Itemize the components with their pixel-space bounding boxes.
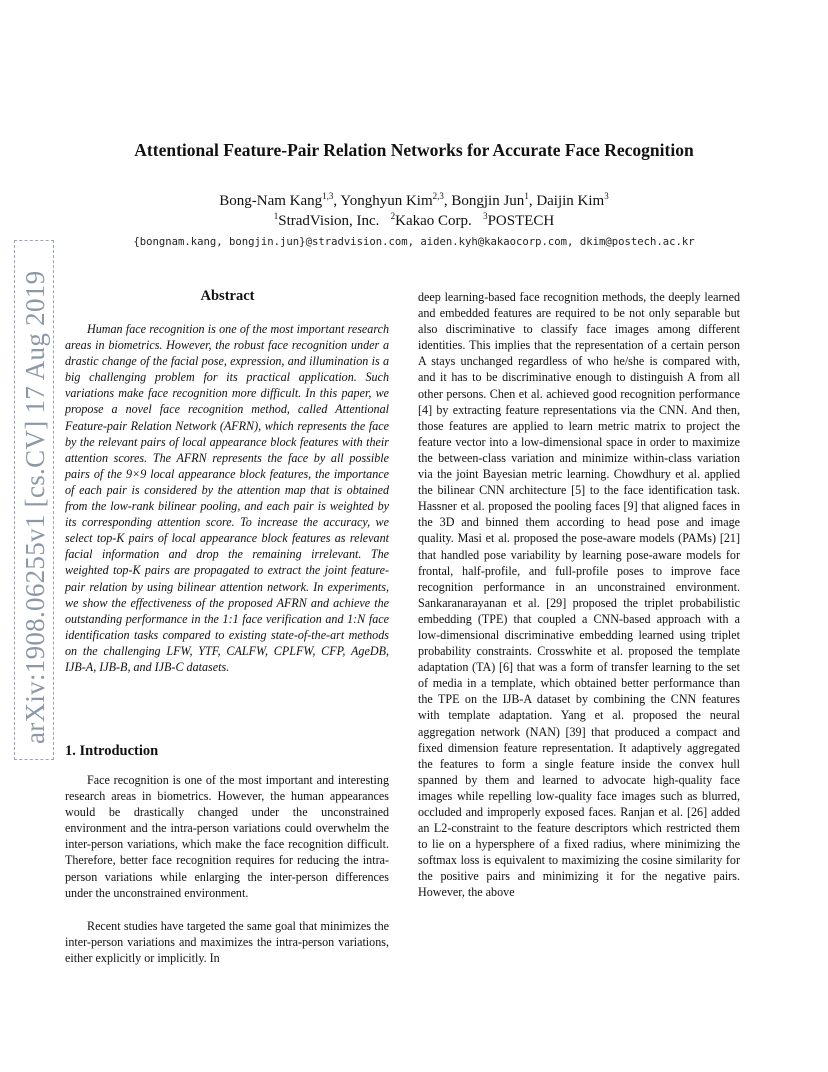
author-name: Daijin Kim: [536, 193, 605, 209]
paper-title: Attentional Feature-Pair Relation Networks for Accurate Face Recognition: [134, 140, 694, 160]
author-emails: {bongnam.kang, bongjin.jun}@stradvision.com, aiden.kyh@kakaocorp.com, dkim@postech.ac.kr: [133, 236, 695, 248]
affil-mark: 2: [390, 211, 396, 221]
affil-mark: 3: [483, 211, 488, 221]
intro-paragraph: Recent studies have targeted the same goal that minimizes the inter-person variations and maximizes the intra-person variations, either explicitly or implicitly. In: [65, 919, 389, 966]
author-name: Bong-Nam Kang: [219, 193, 323, 209]
affiliation-name: POSTECH: [487, 213, 555, 229]
abstract-body: Human face recognition is one of the most important research areas in biometrics. However, the robust face recognition under a drastic change of the facial pose, expression, and illumination is a big challenging problem for its practical application. Such variations make face recognition more difficult. In this paper, we propose a novel face recognition method, called Attentional Feature-pair Relation Network (AFRN), which represents the face by the relevant pairs of local appearance block features with their attention scores. The AFRN represents the face by all possible pairs of the 9×9 local appearance block features, the importance of each pair is considered by the attention map that is obtained from the low-rank bilinear pooling, and each pair is weighted by its corresponding attention score. To increase the accuracy, we select top-K pairs of local appearance block features as relevant facial information and drop the remaining irrelevant. The weighted top-K pairs are propagated to extract the joint feature-pair relation by using bilinear attention network. In experiments, we show the effectiveness of the proposed AFRN and achieve the outstanding performance in the 1:1 face verification and 1:N face identification tasks compared to existing state-of-the-art methods on the challenging LFW, YTF, CALFW, CPLFW, CFP, AgeDB, IJB-A, IJB-B, and IJB-C datasets.: [65, 322, 389, 674]
author-affil-mark: 1: [524, 191, 529, 201]
affiliation-name: StradVision, Inc.: [278, 213, 380, 229]
affiliation-list: [0, 213, 828, 230]
author-affil-mark: 3: [604, 191, 609, 201]
right-column-body: deep learning-based face recognition methods, the deeply learned and embedded features are required to be not only separable but also discriminative to classify face images among different identities. This implies that the representation of a certain person A stays unchanged regardless of who he/she is compared with, and it has to be discriminative enough to distinguish A from all other persons. Chen et al. achieved good recognition performance [4] by extracting feature representations via the CNN. And then, those features are applied to learn metric matrix to project the feature vector into a low-dimensional space in order to maximize the between-class variation and minimize within-class variation via the joint Bayesian metric learning. Chowdhury et al. applied the bilinear CNN architecture [5] to the face identification task. Hassner et al. proposed the pooling faces [9] that aligned faces in the 3D and binned them according to head pose and image quality. Masi et al. proposed the pose-aware models (PAMs) [21] that handled pose variability by learning pose-aware models for frontal, half-profile, and full-profile poses to improve face recognition performance in an unconstrained environment. Sankaranarayanan et al. [29] proposed the triplet probabilistic embedding (TPE) that coupled a CNN-based approach with a low-dimensional discriminative embedding learned using triplet probability constraints. Crosswhite et al. proposed the template adaptation (TA) [6] that was a form of transfer learning to the set of media in a template, which obtained better performance than the TPE on the IJB-A dataset by combining the CNN features with template adaptation. Yang et al. proposed the neural aggregation network (NAN) [39] that produced a compact and fixed dimension feature representation. It adaptively aggregated the features to form a single feature inside the convex hull spanned by them and learned to advocate high-quality face images while repelling low-quality face images such as blurred, occluded and improperly exposed faces. Ranjan et al. [26] added an L2-constraint to the feature descriptors which restricted them to lie on a hypersphere of a fixed radius, where minimizing the softmax loss is equivalent to maximizing the cosine similarity for the positive pairs and minimizing it for the negative pairs. However, the above: [418, 290, 740, 900]
author-affil-mark: 1,3: [322, 191, 334, 201]
affil-mark: 1: [273, 211, 279, 221]
author-name: Yonghyun Kim: [340, 193, 433, 209]
author-name: Bongjin Jun: [451, 193, 525, 209]
arxiv-identifier: arXiv:1908.06255v1 [cs.CV] 17 Aug 2019: [20, 270, 50, 744]
affiliation-name: Kakao Corp.: [395, 213, 472, 229]
intro-paragraph: Face recognition is one of the most important and interesting research areas in biometrics. However, the human appearances would be drastically changed under the unconstrained environment and the intra-person variations could overwhelm the inter-person variations, which make the face recognition difficult. Therefore, better face recognition requires for reducing the intra-person variations while enlarging the inter-person differences under the unconstrained environment.: [65, 773, 389, 900]
section-heading-introduction: 1. Introduction: [65, 743, 159, 759]
abstract-heading: Abstract: [200, 288, 255, 304]
author-list: Bong-Nam Kang$^{1,3}$, Yonghyun Kim$^{2,3}$, Bongjin Jun$^1$, Daijin Kim$^3$: [219, 191, 609, 209]
author-affil-mark: 2,3: [432, 191, 444, 201]
